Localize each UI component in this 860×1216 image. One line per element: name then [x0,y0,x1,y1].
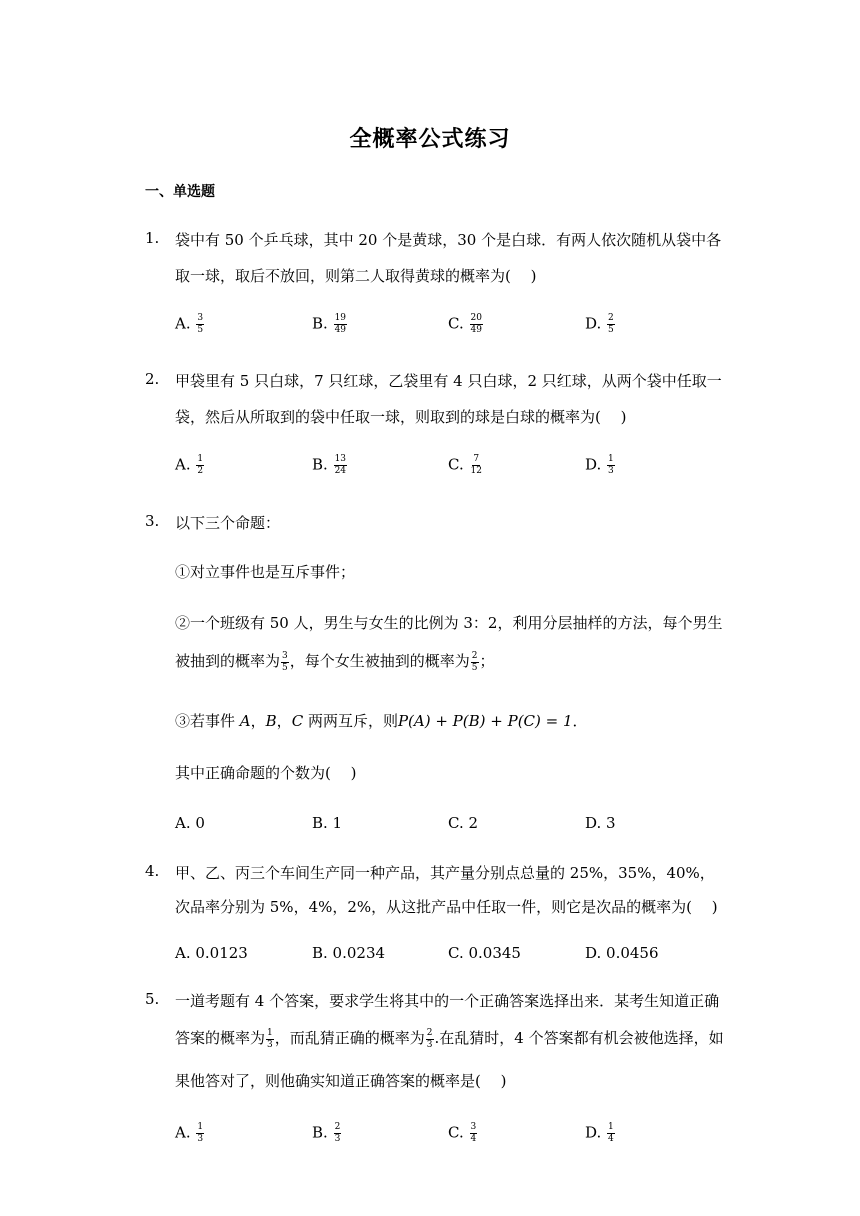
question-1-number: 1. [145,229,160,247]
question-2-option-a[interactable]: A. $\frac{1}{2}$ [175,454,204,476]
question-2-text-line2: 袋，然后从所取到的袋中任取一球，则取到的球是白球的概率为( ) [175,408,627,426]
fraction: $\frac{2}{3}$ [426,1027,433,1050]
question-2-number: 2. [145,370,160,388]
question-3-number: 3. [145,512,160,530]
question-1-option-c[interactable]: C. $\frac{20}{49}$ [448,313,482,335]
question-5-option-d[interactable]: D. $\frac{1}{4}$ [585,1122,614,1144]
question-3-option-a[interactable]: A. 0 [175,814,205,832]
question-3-intro: 以下三个命题： [175,514,281,532]
question-2-option-c[interactable]: C. $\frac{7}{12}$ [448,454,482,476]
question-4-option-a[interactable]: A. 0.0123 [175,944,248,962]
question-4-option-d[interactable]: D. 0.0456 [585,944,659,962]
question-5-text-line2: 答案的概率为 $\frac{1}{3}$ ，而乱猜正确的概率为 $\frac{2}{3}$ .在乱猜时，4 个答案都有机会被他选择，如 [175,1027,724,1050]
fraction: $\frac{3}{4}$ [470,1122,477,1144]
section-heading: 一、单选题 [145,184,215,200]
question-3-proposition-3: ③若事件 A，B，C 两两互斥，则P(A) + P(B) + P(C) = 1． [175,712,588,730]
question-3-question: 其中正确命题的个数为( ) [175,764,357,782]
question-3-option-d[interactable]: D. 3 [585,814,616,832]
question-3-proposition-1: ①对立事件也是互斥事件； [175,563,356,581]
question-5-option-c[interactable]: C. $\frac{3}{4}$ [448,1122,477,1144]
fraction: $\frac{2}{5}$ [471,650,478,673]
question-1-text-line1: 袋中有 50 个乒乓球，其中 20 个是黄球，30 个是白球．有两人依次随机从袋中各 [175,231,722,249]
fraction: $\frac{1}{3}$ [267,1027,273,1050]
question-4-option-c[interactable]: C. 0.0345 [448,944,521,962]
question-3-option-b[interactable]: B. 1 [312,814,343,832]
fraction: $\frac{3}{5}$ [197,313,204,335]
fraction: $\frac{13}{24}$ [334,454,347,476]
question-3-proposition-2-line2: 被抽到的概率为 $\frac{3}{5}$ ，每个女生被抽到的概率为 $\frac{2}{5}$ ； [175,650,495,673]
fraction: $\frac{2}{3}$ [334,1122,341,1144]
fraction: $\frac{2}{5}$ [608,313,614,335]
fraction: $\frac{19}{49}$ [334,313,347,335]
question-5-text-line3: 果他答对了，则他确实知道正确答案的概率是( ) [175,1072,507,1090]
page-title: 全概率公式练习 [349,127,511,152]
probability-formula: P(A) + P(B) + P(C) = 1 [397,712,573,730]
question-2-option-d[interactable]: D. $\frac{1}{3}$ [585,454,614,476]
fraction: $\frac{7}{12}$ [470,454,482,476]
question-5-option-a[interactable]: A. $\frac{1}{3}$ [175,1122,204,1144]
fraction: $\frac{1}{3}$ [608,454,614,476]
fraction: $\frac{3}{5}$ [282,650,288,673]
question-2-text-line1: 甲袋里有 5 只白球，7 只红球，乙袋里有 4 只白球，2 只红球，从两个袋中任取一 [175,372,722,390]
question-4-option-b[interactable]: B. 0.0234 [312,944,386,962]
question-5-number: 5. [145,990,160,1008]
fraction: $\frac{1}{2}$ [197,454,204,476]
question-1-option-d[interactable]: D. $\frac{2}{5}$ [585,313,614,335]
question-2-option-b[interactable]: B. $\frac{13}{24}$ [312,454,347,476]
fraction: $\frac{1}{4}$ [608,1122,614,1144]
question-1-text-line2: 取一球，取后不放回，则第二人取得黄球的概率为( ) [175,267,537,285]
fraction: $\frac{20}{49}$ [470,313,482,335]
question-4-text-line1: 甲、乙、丙三个车间生产同一种产品，其产量分别点总量的 25%，35%，40%， [175,864,715,882]
question-5-option-b[interactable]: B. $\frac{2}{3}$ [312,1122,341,1144]
question-3-proposition-2-line1: ②一个班级有 50 人，男生与女生的比例为 3：2，利用分层抽样的方法，每个男生 [175,614,723,632]
question-5-text-line1: 一道考题有 4 个答案，要求学生将其中的一个正确答案选择出来．某考生知道正确 [175,992,720,1010]
question-4-text-line2: 次品率分别为 5%，4%，2%，从这批产品中任取一件，则它是次品的概率为( ) [175,898,718,916]
question-4-number: 4. [145,862,160,880]
question-1-option-b[interactable]: B. $\frac{19}{49}$ [312,313,347,335]
question-3-option-c[interactable]: C. 2 [448,814,479,832]
question-1-option-a[interactable]: A. $\frac{3}{5}$ [175,313,204,335]
fraction: $\frac{1}{3}$ [197,1122,204,1144]
